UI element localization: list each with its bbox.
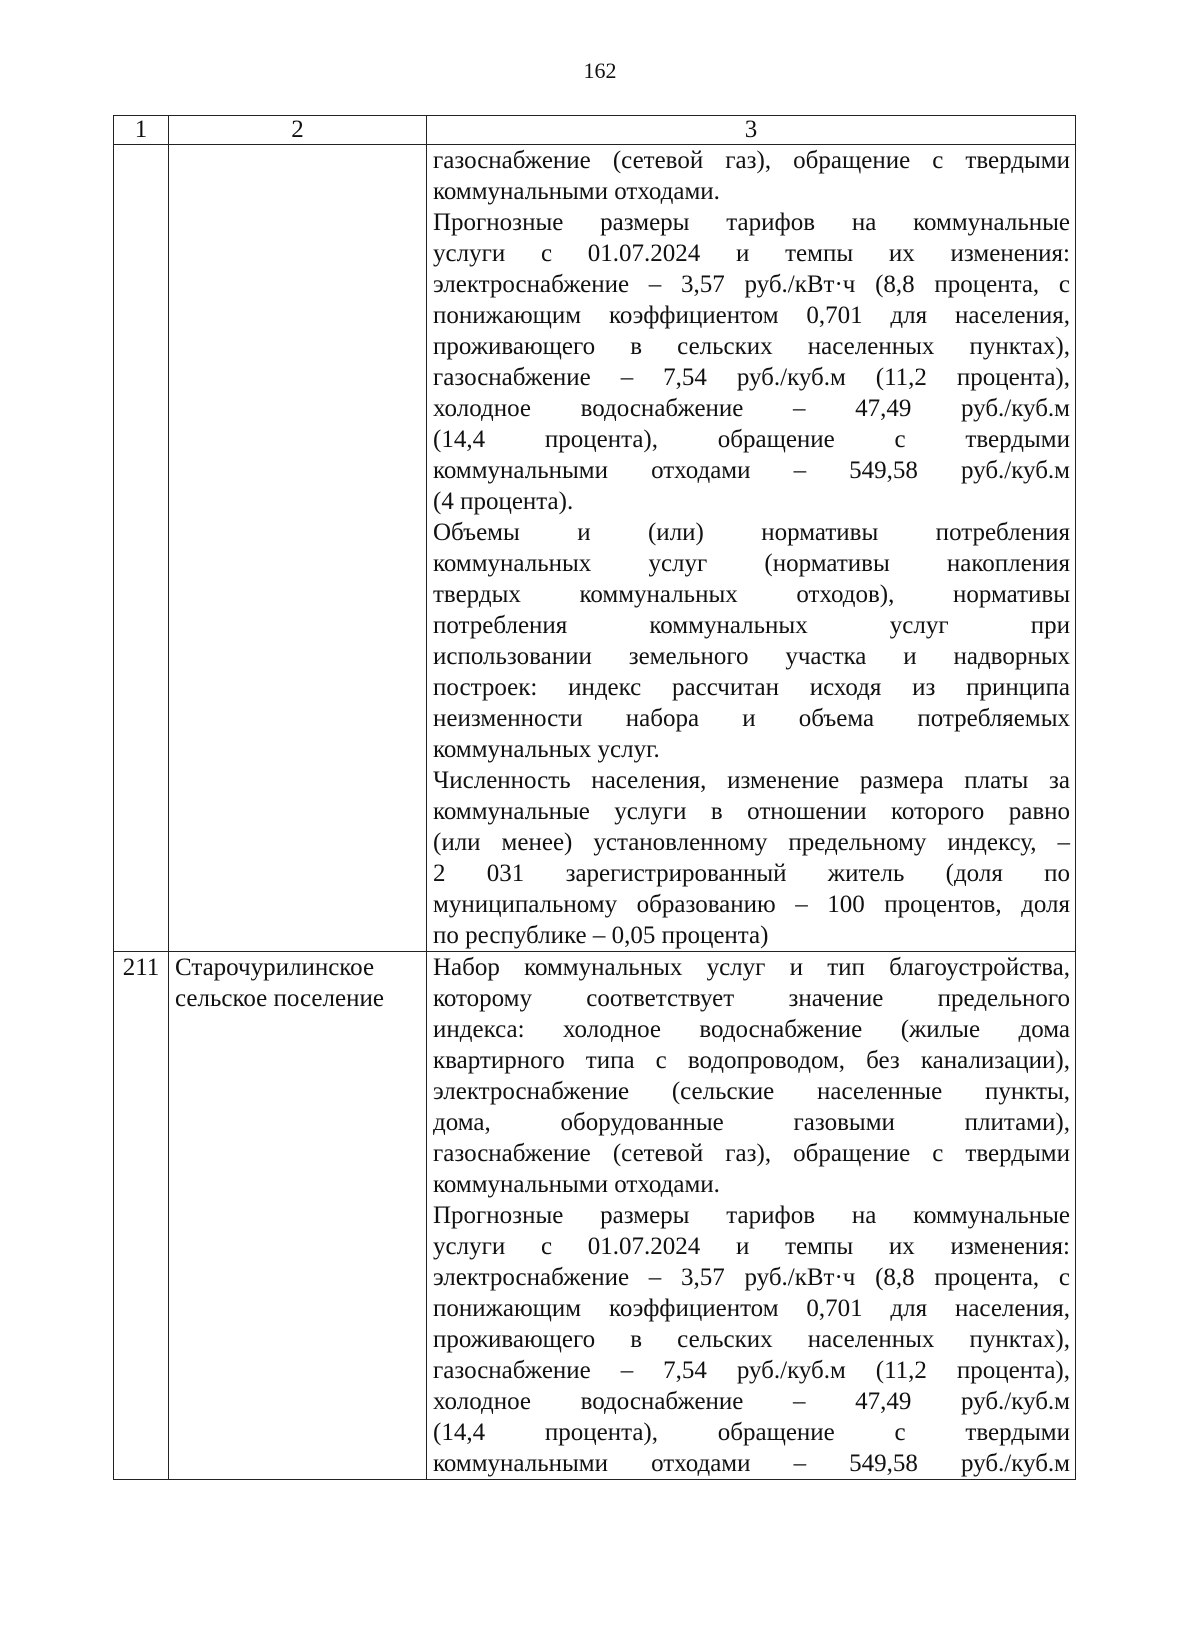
description-cell [427,952,1076,1480]
text-line: услуги с 01.07.2024 и темпы их изменения: [433,1233,1070,1260]
column-header-2: 2 [169,116,427,145]
text-line: Объемы и (или) нормативы потребления [433,519,1070,546]
description-paragraph [433,207,1070,517]
text-line: которому соответствует значение предельного [433,985,1070,1012]
municipality-name: Старочурилинское сельское поселение [169,952,427,1480]
table-row [114,952,1076,1480]
text-line: электроснабжение (сельские населенные пункты, [433,1078,1070,1105]
text-line: Набор коммунальных услуг и тип благоустройства, [433,954,1070,981]
description-paragraph [433,1200,1070,1479]
text-line: построек: индекс рассчитан исходя из принципа [433,674,1070,701]
column-header-1: 1 [114,116,169,145]
text-line: Прогнозные размеры тарифов на коммунальные [433,209,1070,236]
text-line: (14,4 процента), обращение с твердыми [433,1419,1070,1446]
page-number: 162 [583,58,617,83]
text-line: коммунальными отходами. [433,178,720,205]
text-line: по республике – 0,05 процента) [433,922,769,949]
text-line: коммунальными отходами. [433,1171,720,1198]
text-line: Численность населения, изменение размера платы за [433,767,1070,794]
text-line: (или менее) установленному предельному индексу, – [433,829,1070,856]
text-line: 2 031 зарегистрированный житель (доля по [433,860,1070,887]
text-line: коммунальными отходами – 549,58 руб./куб.м [433,1450,1070,1477]
text-line: дома, оборудованные газовыми плитами), [433,1109,1070,1136]
text-line: муниципальному образованию – 100 процентов, доля [433,891,1070,918]
text-line: (4 процента). [433,488,574,515]
tariff-table [113,115,1076,1480]
text-line: проживающего в сельских населенных пунктах), [433,1326,1070,1353]
text-line: электроснабжение – 3,57 руб./кВт·ч (8,8 процента, с [433,271,1070,298]
text-line: холодное водоснабжение – 47,49 руб./куб.м [433,395,1070,422]
text-line: коммунальные услуги в отношении которого равно [433,798,1070,825]
description-paragraph [433,952,1070,1200]
table-header-row [114,116,1076,145]
text-line: газоснабжение (сетевой газ), обращение с твердыми [433,1140,1070,1167]
text-line: использовании земельного участка и надворных [433,643,1070,670]
text-line: газоснабжение – 7,54 руб./куб.м (11,2 процента), [433,364,1070,391]
text-line: понижающим коэффициентом 0,701 для населения, [433,302,1070,329]
description-paragraph [433,765,1070,951]
municipality-name [169,145,427,952]
row-number: 211 [114,952,169,1480]
text-line: коммунальных услуг (нормативы накопления [433,550,1070,577]
text-line: проживающего в сельских населенных пунктах), [433,333,1070,360]
text-line: квартирного типа с водопроводом, без канализации), [433,1047,1070,1074]
text-line: газоснабжение (сетевой газ), обращение с твердыми [433,147,1070,174]
text-line: газоснабжение – 7,54 руб./куб.м (11,2 процента), [433,1357,1070,1384]
text-line: холодное водоснабжение – 47,49 руб./куб.м [433,1388,1070,1415]
row-number [114,145,169,952]
text-line: услуги с 01.07.2024 и темпы их изменения: [433,240,1070,267]
text-line: коммунальных услуг. [433,736,660,763]
column-header-3: 3 [427,116,1076,145]
table-row [114,145,1076,952]
text-line: индекса: холодное водоснабжение (жилые дома [433,1016,1070,1043]
description-cell [427,145,1076,952]
text-line: твердых коммунальных отходов), нормативы [433,581,1070,608]
text-line: понижающим коэффициентом 0,701 для населения, [433,1295,1070,1322]
description-paragraph [433,517,1070,765]
text-line: Прогнозные размеры тарифов на коммунальные [433,1202,1070,1229]
text-line: (14,4 процента), обращение с твердыми [433,426,1070,453]
text-line: коммунальными отходами – 549,58 руб./куб.м [433,457,1070,484]
description-paragraph [433,145,1070,207]
text-line: потребления коммунальных услуг при [433,612,1070,639]
text-line: электроснабжение – 3,57 руб./кВт·ч (8,8 процента, с [433,1264,1070,1291]
text-line: неизменности набора и объема потребляемых [433,705,1070,732]
